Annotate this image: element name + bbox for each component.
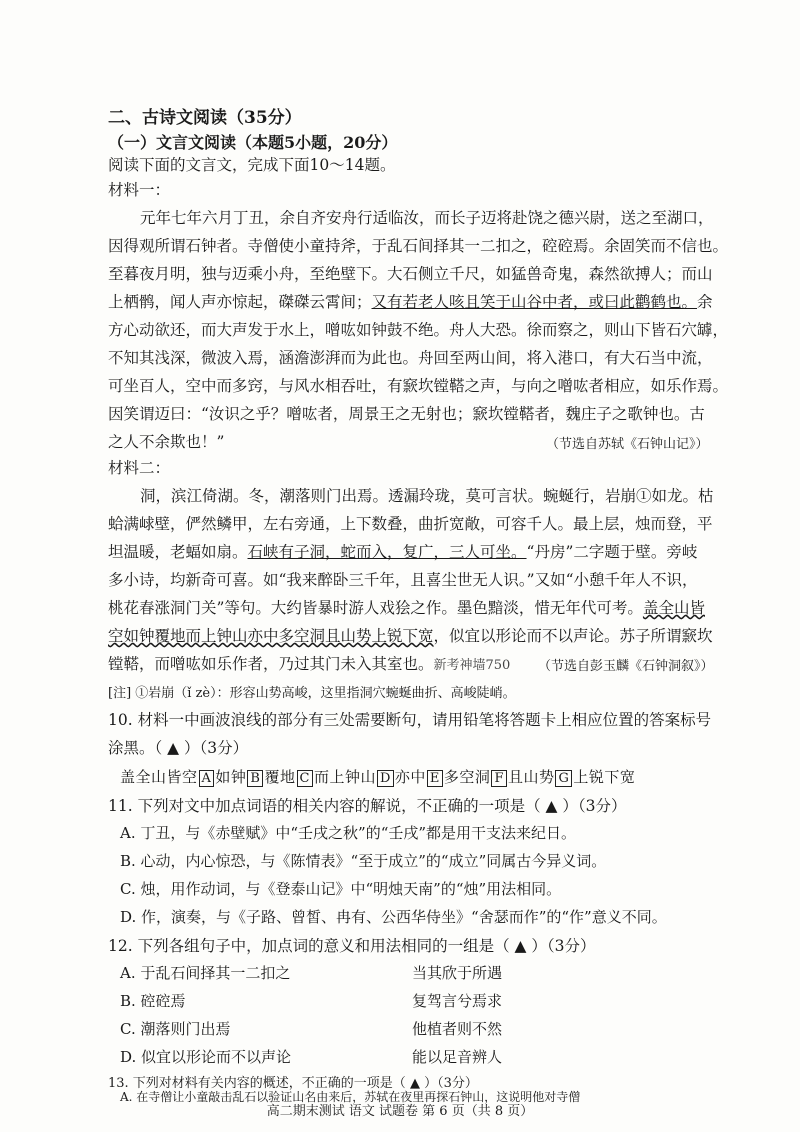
q10-seg: 而上钟山 [313, 768, 376, 786]
q10-seg: 覆地 [264, 768, 296, 786]
m2-line-part: ，似宜以形论而不以声论。苏子所谓窾坎 [433, 627, 713, 645]
m2-line-part: 坦温暖，老蝠如扇。 [108, 543, 248, 561]
q10-box[interactable]: F [491, 770, 507, 787]
m2-line [108, 596, 705, 618]
m1-line: 至暮夜月明，独与迈乘小舟，至绝壁下。大石侧立千尺，如猛兽奇鬼，森然欲搏人；而山 [108, 265, 713, 283]
q11-option-b: B. 心动，内心惊恐，与《陈情表》“至于成立”的“成立”同属古今异义词。 [120, 852, 607, 870]
m1-line: 可坐百人，空中而多窍，与风水相吞吐，有窾坎镗鞳之声，与向之噌吰者相应，如乐作焉。 [108, 377, 729, 395]
m2-note: [注] ①岩崩（ǐ zè）：形容山势高峻，这里指洞穴蜿蜒曲折、高峻陡峭。 [108, 686, 516, 701]
q10-seg: 如钟 [215, 768, 247, 786]
m1-tail: 余 [697, 293, 713, 311]
q10-seg: 上锐下宽 [573, 768, 636, 786]
q12-option-c: C. 潮落则门出焉 [120, 1020, 231, 1038]
q10-stem2: 涂黑。（ ▲ ）（3分） [108, 739, 249, 757]
material1-label: 材料一： [108, 181, 171, 199]
q10-box[interactable]: D [377, 770, 394, 787]
q10-seg: 亦中 [394, 768, 426, 786]
m2-line [108, 540, 697, 562]
q12-option-b-pair: 复驾言兮焉求 [412, 992, 503, 1010]
m1-line: 因笑谓迈曰：“汝识之乎？噌吰者，周景王之无射也；窾坎镗鞳者，魏庄子之歌钟也。古 [108, 405, 705, 423]
q11-option-c: C. 烛，用作动词，与《登泰山记》中“明烛天南”的“烛”用法相同。 [120, 880, 562, 898]
m1-line-part: 上栖鹘，闻人声亦惊起，磔磔云霄间； [108, 293, 372, 311]
m1-line [108, 290, 713, 312]
q10-segments [120, 766, 635, 787]
q12-option-d: D. 似宜以形论而不以声论 [120, 1048, 292, 1066]
m2-underlined: 石峡有子洞，蛇而入，复广，三人可坐。 [247, 543, 527, 561]
m2-watermark: 新考神墙750 [433, 658, 511, 673]
m2-line: 蛤满㟈壁，俨然鳞甲，左右旁通，上下数叠，曲折宽敞，可容千人。最上层，烛而登，平 [108, 515, 713, 533]
m2-line-part: “丹房”二字题于壁。旁岐 [526, 543, 698, 561]
section-title: 二、古诗文阅读（35分） [108, 108, 302, 128]
q12-option-a-pair: 当其欣于所遇 [412, 964, 503, 982]
section-subtitle: （一）文言文阅读（本题5小题，20分） [108, 133, 398, 152]
m2-line-part: 桃花春涨洞门关”等句。大约皆暴时游人戏狯之作。墨色黯淡，惜无年代可考。 [108, 599, 643, 617]
material2-label: 材料二： [108, 459, 171, 477]
instruction: 阅读下面的文言文，完成下面10～14题。 [108, 156, 396, 174]
m2-wavy: 空如钟覆地而上钟山亦中多空洞且山势上锐下宽 [108, 627, 434, 645]
q12-option-c-pair: 他植者则不然 [412, 1020, 503, 1038]
m1-line: 方心动欲还，而大声发于水上，噌吰如钟鼓不绝。舟人大恐。徐而察之，则山下皆石穴罅， [108, 321, 729, 339]
q10-seg: 盖全山皆空 [120, 768, 198, 786]
q12-option-b: B. 硿硿焉 [120, 992, 186, 1010]
q10-seg: 多空洞 [443, 768, 491, 786]
q12-option-a: A. 于乱石间择其一二扣之 [120, 964, 291, 982]
q10-box[interactable]: C [297, 770, 313, 787]
m1-line: 不知其浅深，微波入焉，涵澹澎湃而为此也。舟回至两山间，将入港口，有大石当中流， [108, 349, 713, 367]
m2-line-part: 镗鞳，而噌吰如乐作者，乃过其门未入其室也。 [108, 655, 434, 673]
q11-stem: 11. 下列对文中加点词语的相关内容的解说，不正确的一项是（ ▲ ）（3分） [108, 797, 627, 815]
m2-line [108, 652, 510, 674]
m1-line: 元年七年六月丁丑，余自齐安舟行适临汝，而长子迈将赴饶之德兴尉，送之至湖口， [140, 209, 714, 227]
q11-option-d: D. 作，演奏，与《子路、曾皙、冉有、公西华侍坐》“舍瑟而作”的“作”意义不同。 [120, 908, 667, 926]
m1-line: 之人不余欺也！” [108, 433, 225, 451]
q10-seg: 且山势 [507, 768, 555, 786]
m2-source: （节选自彭玉麟《石钟洞叙》） [538, 659, 714, 674]
m2-line: 洞，滨江倚湖。冬，潮落则门出焉。透漏玲珑，莫可言状。蜿蜒行，岩崩①如龙。枯 [140, 487, 714, 505]
q10-box[interactable]: E [427, 770, 443, 787]
q13-option: A. 在寺僧让小童敲击乱石以验证山名由来后，苏轼在夜里再探石钟山，这说明他对寺僧 [120, 1090, 581, 1104]
m1-line: 因得观所谓石钟者。寺僧使小童持斧，于乱石间择其一二扣之，硿硿焉。余固笑而不信也。 [108, 237, 729, 255]
m1-underlined: 又有若老人咳且笑于山谷中者，或曰此鹳鹤也。 [371, 293, 698, 311]
q12-option-d-pair: 能以足音辨人 [412, 1048, 503, 1066]
q10-stem: 10. 材料一中画波浪线的部分有三处需要断句，请用铅笔将答题卡上相应位置的答案标号 [108, 711, 712, 729]
m1-source: （节选自苏轼《石钟山记》） [546, 437, 709, 452]
q12-stem: 12. 下列各组句子中，加点词的意义和用法相同的一组是（ ▲ ）（3分） [108, 937, 596, 955]
q11-option-a: A. 丁丑，与《赤壁赋》中“壬戌之秋”的“壬戌”都是用干支法来纪日。 [120, 824, 577, 842]
q10-box[interactable]: A [199, 770, 215, 787]
m2-line [108, 624, 713, 646]
q10-box[interactable]: G [555, 770, 572, 787]
m2-line: 多小诗，均新奇可喜。如“我来醉卧三千年，且喜尘世无人识。”又如“小憩千年人不识， [108, 571, 698, 589]
q10-box[interactable]: B [247, 770, 263, 787]
q13-stem: 13. 下列对材料有关内容的概述，不正确的一项是（ ▲ ）（3分） [108, 1076, 478, 1091]
page-footer: 高二期末测试 语文 试题卷 第 6 页（共 8 页） [266, 1104, 534, 1119]
m2-wavy: 盖全山皆 [642, 599, 705, 617]
